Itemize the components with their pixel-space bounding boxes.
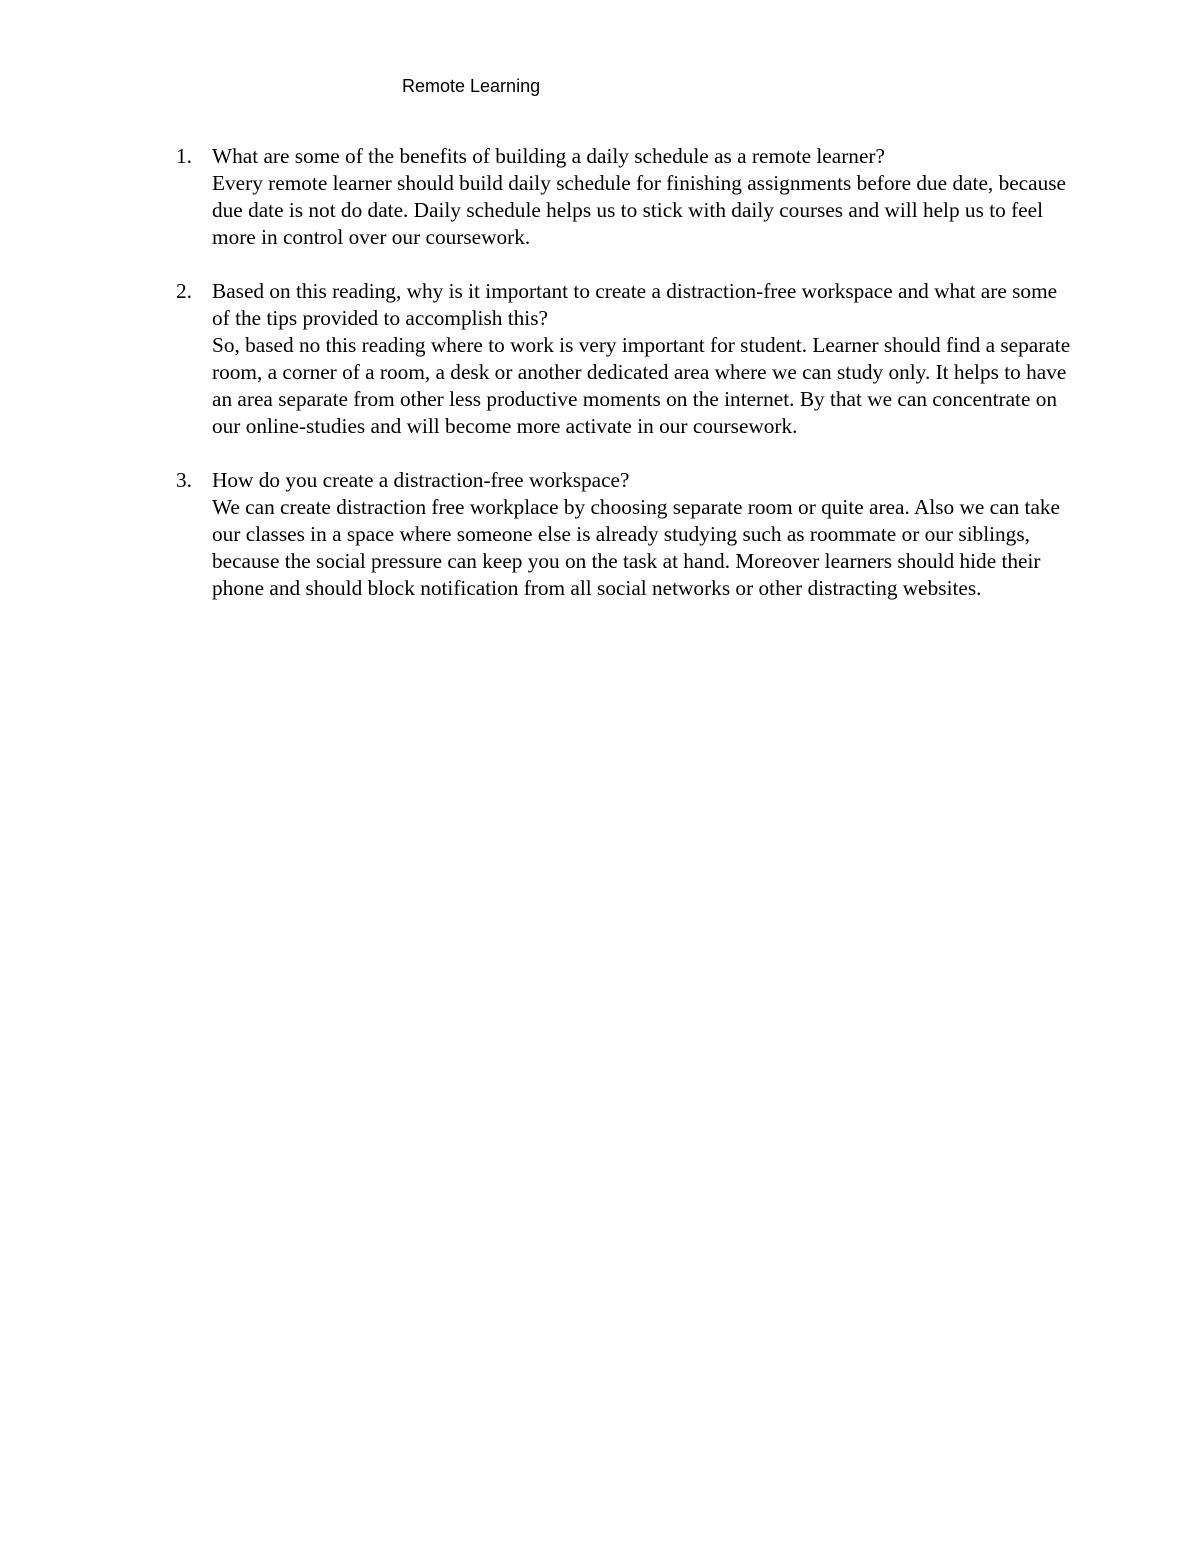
document-title: Remote Learning [402, 76, 541, 96]
question-item-3 [172, 467, 1072, 602]
question-item-1 [172, 143, 1072, 251]
question-number: 1. [176, 144, 192, 168]
question-item-2 [172, 278, 1072, 440]
question-text: How do you create a distraction-free workspace? [212, 468, 630, 492]
question-text: Based on this reading, why is it important to create a distraction-free workspace and what are some of the tips provided to accomplish this? [212, 279, 1058, 330]
question-number: 2. [176, 279, 192, 303]
answer-text: Every remote learner should build daily schedule for finishing assignments before due date, because due date is not do date. Daily schedule helps us to stick with daily courses and will help us to feel more in control over our coursework. [212, 171, 1066, 249]
answer-text: We can create distraction free workplace by choosing separate room or quite area. Also we can take our classes in a space where someone else is already studying such as roommate or our siblings, because the social pressure can keep you on the task at hand. Moreover learners should hide their phone and should block notification from all social networks or other distracting websites. [212, 495, 1061, 600]
question-number: 3. [176, 468, 192, 492]
question-text: What are some of the benefits of building a daily schedule as a remote learner? [212, 144, 885, 168]
answer-text: So, based no this reading where to work is very important for student. Learner should find a separate room, a corner of a room, a desk or another dedicated area where we can study only. It helps to have an area separate from other less productive moments on the internet. By that we can concentrate on our online-studies and will become more activate in our coursework. [212, 333, 1071, 438]
question-list [172, 143, 1072, 629]
